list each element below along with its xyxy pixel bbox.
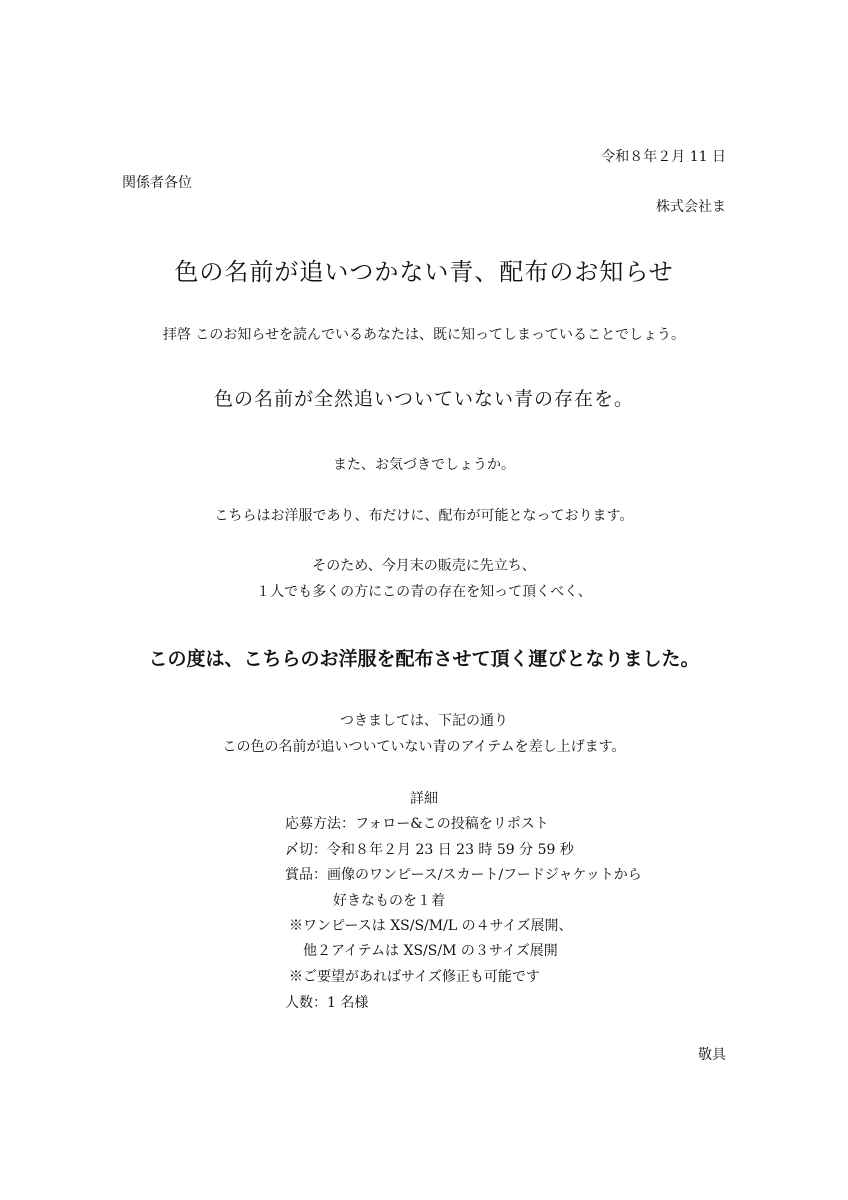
announcement-bold: この度は、こちらのお洋服を配布させて頂く運びとなりました。: [148, 648, 700, 670]
closing-salutation: 敬具: [698, 1047, 726, 1063]
detail-method: 応募方法：フォロー&この投稿をリポスト: [285, 816, 549, 832]
document-date: 令和８年２月 11 日: [601, 149, 726, 165]
detail-prize-continued: 好きなものを１着: [333, 893, 445, 909]
detail-note-sizes-continued: 他２アイテムは XS/S/M の３サイズ展開: [303, 943, 558, 959]
company-name: 株式会社ま: [656, 199, 726, 215]
subheading: 色の名前が全然追いついていない青の存在を。: [213, 388, 634, 410]
greeting-paragraph: 拝啓 このお知らせを読んでいるあなたは、既に知ってしまっていることでしょう。: [162, 327, 686, 343]
detail-note-sizes: ※ワンピースは XS/S/M/L の４サイズ展開、: [289, 918, 573, 934]
detail-note-fitting: ※ご要望があればサイズ修正も可能です: [289, 969, 540, 985]
detail-deadline: 〆切：令和８年２月 23 日 23 時 59 分 59 秒: [285, 842, 574, 858]
details-heading: 詳細: [410, 791, 438, 807]
detail-winners: 人数：1 名様: [285, 995, 369, 1011]
follow-line-2: この色の名前が追いついていない青のアイテムを差し上げます。: [222, 739, 626, 755]
document-title: 色の名前が追いつかない青、配布のお知らせ: [174, 258, 674, 286]
therefore-line-1: そのため、今月末の販売に先立ち、: [312, 558, 536, 574]
detail-prize: 賞品：画像のワンピース/スカート/フードジャケットから: [285, 867, 642, 883]
follow-line-1: つきましては、下記の通り: [340, 713, 508, 729]
therefore-line-2: １人でも多くの方にこの青の存在を知って頂くべく、: [256, 584, 592, 600]
question-line: また、お気づきでしょうか。: [333, 457, 515, 473]
clothes-line: こちらはお洋服であり、布だけに、配布が可能となっております。: [214, 508, 634, 524]
addressee: 関係者各位: [122, 175, 192, 191]
